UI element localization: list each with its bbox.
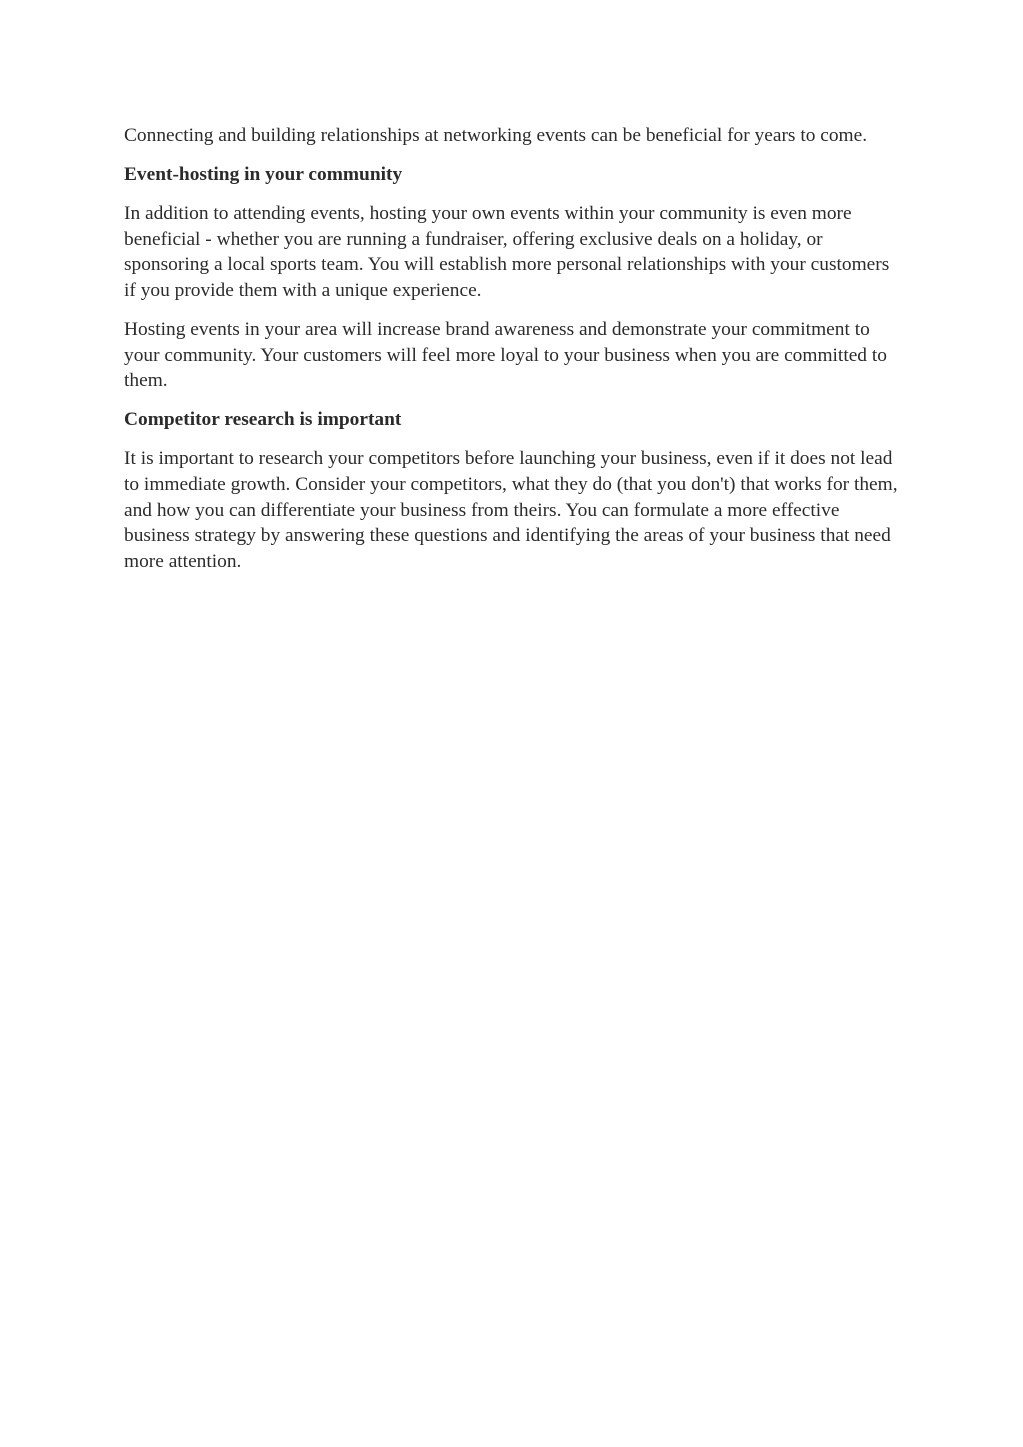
paragraph-hosting-events: In addition to attending events, hosting your own events within your community is even more beneficial - whether you are running a fundraiser, offering exclusive deals on a holiday, or sponsoring a local sports team. You will establish more personal relationships with your customers if you provide them with a unique experience. (124, 203, 890, 301)
document-body (124, 123, 899, 574)
heading-competitor-research: Competitor research is important (124, 409, 402, 431)
paragraph-brand-awareness: Hosting events in your area will increase brand awareness and demonstrate your commitment to your community. Your customers will feel more loyal to your business when you are committed to them. (124, 319, 887, 392)
paragraph-competitor-research: It is important to research your competitors before launching your business, even if it does not lead to immediate growth. Consider your competitors, what they do (that you don't) that works for them, and how you can differentiate your business from theirs. You can formulate a more effective business strategy by answering these questions and identifying the areas of your business that need more attention. (124, 448, 898, 572)
heading-event-hosting: Event-hosting in your community (124, 164, 403, 186)
paragraph-networking-benefits: Connecting and building relationships at networking events can be beneficial for years to come. (124, 125, 868, 146)
